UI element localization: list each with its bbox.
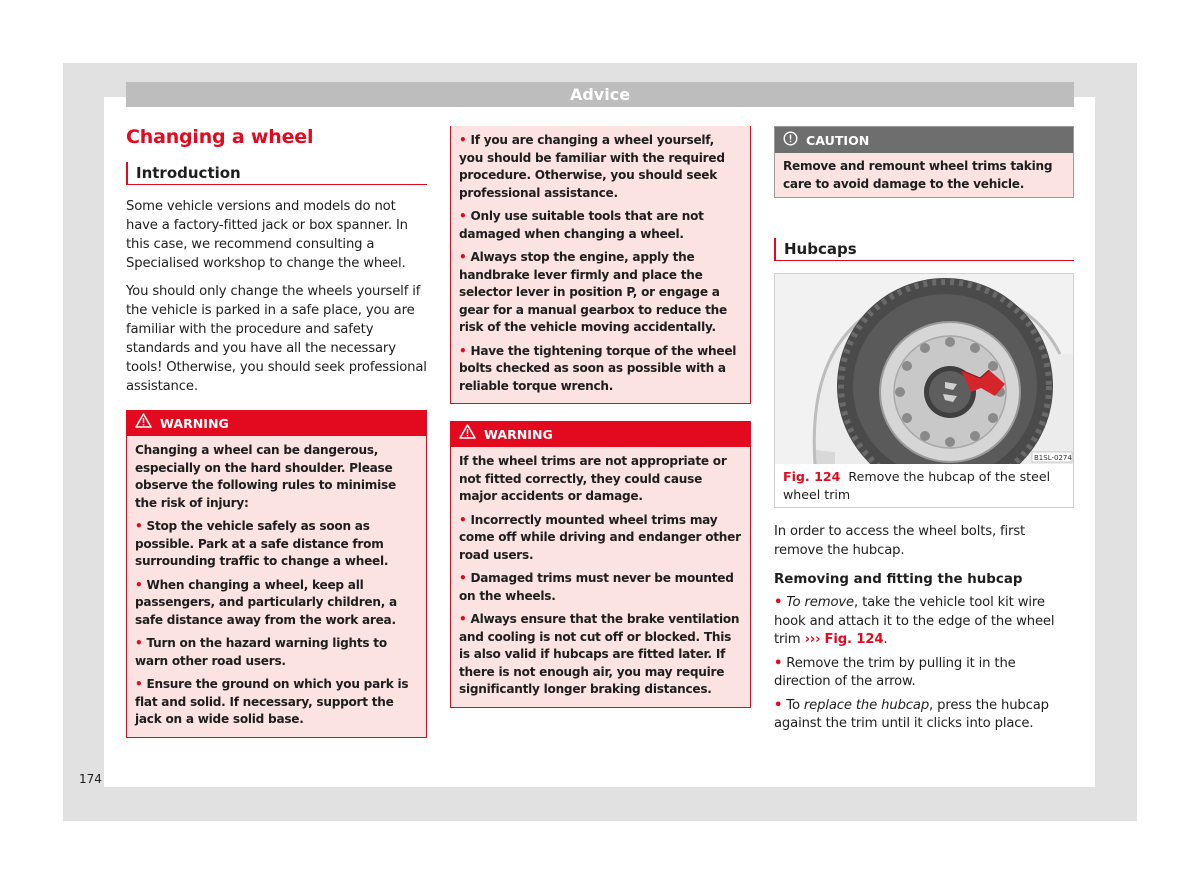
warning-intro: Changing a wheel can be dangerous, especially on the hard shoulder. Please observe the following rules to minimise the risk of injury: (135, 443, 396, 510)
section-heading-hubcaps: Hubcaps (774, 238, 1074, 261)
bullet-dot: • (135, 636, 143, 650)
warning-item: • Always stop the engine, apply the handbrake lever firmly and place the selector lever in position P, or engage a gear for a manual gearbox to reduce the risk of the vehicle moving accidentally. (459, 250, 727, 334)
figure-reference-link[interactable]: Fig. 124 (824, 632, 884, 647)
caution-box (774, 126, 1074, 198)
page-title: Changing a wheel (126, 126, 314, 148)
figure-code: B1SL-0274 (1034, 454, 1072, 462)
warning-item: • Stop the vehicle safely as soon as possible. Park at a safe distance from surrounding traffic to change a wheel. (135, 519, 389, 568)
bullet-dot: • (135, 677, 143, 691)
caution-header (775, 127, 1073, 153)
warning-triangle-icon (459, 422, 476, 448)
page-number: 174 (79, 772, 102, 786)
bullet-dot: • (459, 343, 467, 358)
bullet-dot: • (135, 577, 143, 592)
warning-intro: If the wheel trims are not appropriate or not fitted correctly, they could cause major accidents or damage. (459, 454, 727, 503)
section-heading-introduction: Introduction (126, 162, 427, 185)
warning-item: • Ensure the ground on which you park is flat and solid. If necessary, support the jack on a wide solid base. (135, 677, 409, 726)
warning-item: • Have the tightening torque of the wheel bolts checked as soon as possible with a reliable torque wrench. (459, 343, 737, 393)
bullet-dot: • (774, 595, 783, 610)
column-1 (126, 126, 427, 738)
warning-item: • Turn on the hazard warning lights to warn other road users. (135, 636, 387, 668)
intro-paragraph-1: Some vehicle versions and models do not have a factory-fitted jack or box spanner. In this case, we recommend consulting a Specialised workshop to change the wheel. (126, 199, 408, 271)
hubcap-illustration (775, 274, 1073, 464)
warning-box-1-continued (450, 126, 751, 404)
bullet-dot: • (774, 655, 783, 671)
column-2 (450, 126, 751, 708)
bullet-dot: • (135, 519, 143, 533)
step-item: • Remove the trim by pulling it in the direction of the arrow. (774, 655, 1016, 689)
caution-circle-icon (783, 131, 798, 149)
figure-number: Fig. 124 (783, 469, 841, 484)
hubcap-intro: In order to access the wheel bolts, first remove the hubcap. (774, 524, 1026, 558)
bullet-dot: • (459, 133, 467, 147)
column-3 (774, 126, 1074, 739)
warning-header (127, 411, 426, 436)
bullet-dot: • (459, 250, 467, 264)
step-item: • To replace the hubcap, press the hubcap against the trim until it clicks into place. (774, 697, 1049, 731)
warning-triangle-icon (135, 411, 152, 437)
bullet-dot: • (459, 209, 467, 223)
cross-reference-arrows-icon: ››› (804, 632, 821, 647)
warning-label: WARNING (484, 426, 553, 442)
figure-124 (774, 273, 1074, 508)
warning-label: WARNING (160, 415, 229, 431)
advice-header: Advice (126, 82, 1074, 107)
step-item: • To remove, take the vehicle tool kit wire hook and attach it to the edge of the wheel trim ››› Fig. 124. (774, 595, 1055, 647)
caution-text: Remove and remount wheel trims taking care to avoid damage to the vehicle. (783, 159, 1053, 191)
intro-paragraph-2: You should only change the wheels yourself if the vehicle is parked in a safe place, you are familiar with the procedure and safety standards and you have all the necessary tools! Otherwise, you should seek professional assistance. (126, 284, 427, 394)
bullet-dot: • (774, 697, 783, 713)
figure-caption-text: Remove the hubcap of the steel wheel trim (783, 469, 1051, 502)
warning-box-2 (450, 421, 751, 708)
bullet-dot: • (459, 612, 467, 626)
warning-item: • Damaged trims must never be mounted on the wheels. (459, 571, 734, 603)
warning-header (451, 422, 750, 447)
bullet-dot: • (459, 512, 467, 527)
warning-item: • If you are changing a wheel yourself, you should be familiar with the required procedure. Otherwise, you should seek professional assistance. (459, 133, 725, 200)
hubcap-subheading: Removing and fitting the hubcap (774, 572, 1023, 587)
figure-caption (775, 464, 1073, 507)
warning-item: • Always ensure that the brake ventilation and cooling is not cut off or blocked. This is also valid if hubcaps are fitted later. If there is not enough air, you may require significantly longer braking distances. (459, 612, 740, 696)
bullet-dot: • (459, 571, 467, 585)
caution-label: CAUTION (806, 132, 870, 148)
warning-box-1 (126, 410, 427, 738)
warning-item: • Only use suitable tools that are not damaged when changing a wheel. (459, 209, 704, 241)
warning-item: • When changing a wheel, keep all passengers, and particularly children, a safe distance away from the work area. (135, 577, 397, 627)
warning-item: • Incorrectly mounted wheel trims may come off while driving and endanger other road users. (459, 512, 741, 562)
